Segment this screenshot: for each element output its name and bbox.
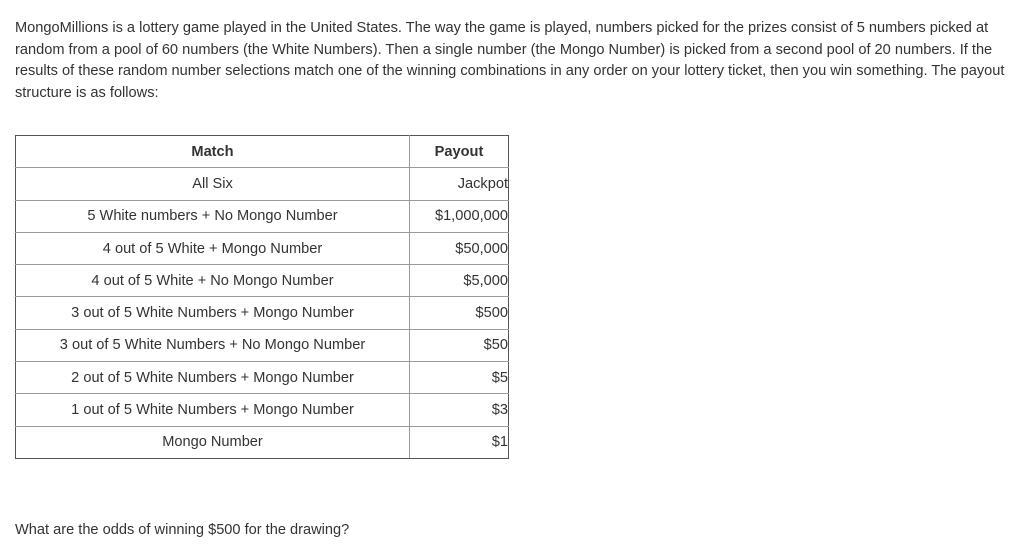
match-cell: All Six	[16, 168, 410, 200]
match-cell: 1 out of 5 White Numbers + Mongo Number	[16, 394, 410, 426]
question-text: What are the odds of winning $500 for the drawing?	[15, 522, 350, 538]
header-match: Match	[16, 136, 410, 168]
payout-cell: $5,000	[410, 265, 509, 297]
table-row	[16, 426, 509, 458]
match-cell: 4 out of 5 White + No Mongo Number	[16, 265, 410, 297]
match-cell: 3 out of 5 White Numbers + No Mongo Number	[16, 329, 410, 361]
table-header-row	[16, 136, 509, 168]
table-row	[16, 362, 509, 394]
match-cell: Mongo Number	[16, 426, 410, 458]
table-row	[16, 168, 509, 200]
payout-cell: $50	[410, 329, 509, 361]
match-cell: 3 out of 5 White Numbers + Mongo Number	[16, 297, 410, 329]
table-row	[16, 297, 509, 329]
table-row	[16, 265, 509, 297]
payout-cell: $1,000,000	[410, 200, 509, 232]
payout-cell: $500	[410, 297, 509, 329]
table-row	[16, 200, 509, 232]
payout-cell: $5	[410, 362, 509, 394]
match-cell: 2 out of 5 White Numbers + Mongo Number	[16, 362, 410, 394]
payout-cell: $1	[410, 426, 509, 458]
table-row	[16, 394, 509, 426]
payout-cell: $50,000	[410, 232, 509, 264]
payout-cell: Jackpot	[410, 168, 509, 200]
match-cell: 5 White numbers + No Mongo Number	[16, 200, 410, 232]
payout-table	[15, 135, 509, 459]
table-row	[16, 329, 509, 361]
payout-cell: $3	[410, 394, 509, 426]
header-payout: Payout	[410, 136, 509, 168]
intro-paragraph: MongoMillions is a lottery game played in the United States. The way the game is played, numbers picked for the prizes consist of 5 numbers picked at random from a pool of 60 numbers (the White Numbers). Then a single number (the Mongo Number) is picked from a second pool of 20 numbers. If the results of these random number selections match one of the winning combinations in any order on your lottery ticket, then you win something. The payout structure is as follows:	[15, 20, 1005, 101]
table-row	[16, 232, 509, 264]
match-cell: 4 out of 5 White + Mongo Number	[16, 232, 410, 264]
